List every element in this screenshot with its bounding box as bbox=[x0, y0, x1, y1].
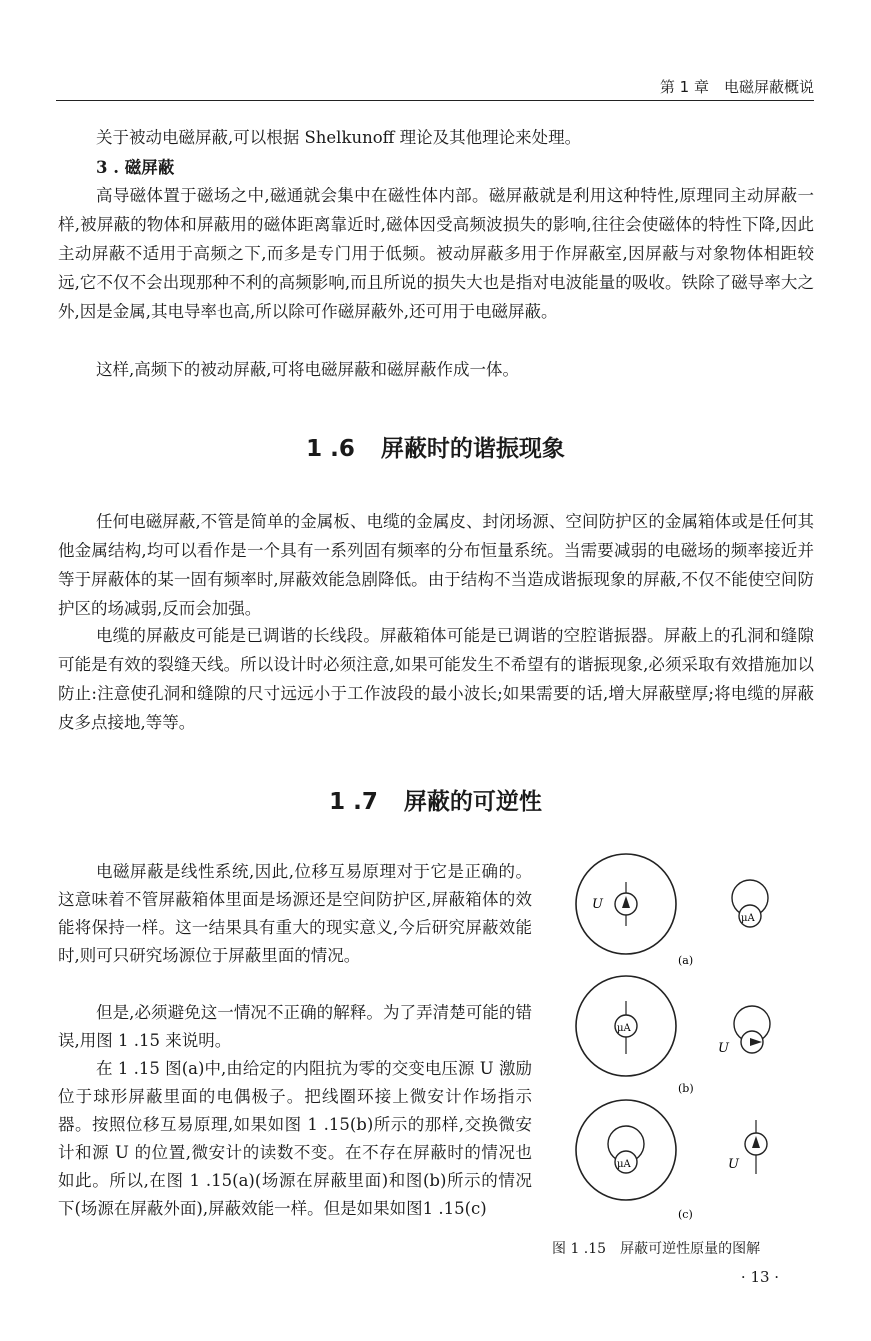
section-title: 屏蔽的可逆性 bbox=[403, 789, 542, 815]
intro-paragraph-3: 这样,高频下的被动屏蔽,可将电磁屏蔽和磁屏蔽作成一体。 bbox=[96, 360, 519, 379]
section-1-7-paragraph-3: 在 1 .15 图(a)中,由给定的内阻抗为零的交变电压源 U 激励位于球形屏蔽里面的电偶极子。把线圈环接上微安计作场指示器。按照位移互易原理,如果如图 1 .15(b)所示的那样,交换微安计和源 U 的位置,微安计的读数不变。在不存在屏蔽时的情况也如此。所以,在图 1 .15(a)(场源在屏蔽里面)和图(b)所示的情况下(场源在屏蔽外面),屏蔽效能一样。但是如果如图1 .15(c) bbox=[58, 1059, 532, 1218]
section-1-6-heading bbox=[0, 430, 871, 463]
section-title: 屏蔽时的谐振现象 bbox=[380, 436, 565, 462]
panel-b bbox=[576, 976, 770, 1095]
section-number: 1 .7 bbox=[329, 789, 378, 815]
panel-a bbox=[576, 854, 768, 967]
panel-label-b: (b) bbox=[678, 1082, 694, 1095]
meter-label: μA bbox=[617, 1023, 631, 1034]
panel-label-a: (a) bbox=[678, 954, 694, 967]
section-1-7-heading bbox=[0, 783, 871, 816]
section-number: 1 .6 bbox=[306, 436, 355, 462]
intro-paragraph-1: 关于被动电磁屏蔽,可以根据 Shelkunoff 理论及其他理论来处理。 bbox=[96, 128, 582, 147]
section-1-7-paragraph-1: 电磁屏蔽是线性系统,因此,位移互易原理对于它是正确的。这意味着不管屏蔽箱体里面是场源还是空间防护区,屏蔽箱体的效能将保持一样。这一结果具有重大的现实意义,今后研究屏蔽效能时,则可只研究场源位于屏蔽里面的情况。 bbox=[58, 862, 532, 965]
meter-label: μA bbox=[741, 913, 755, 924]
section-1-6-paragraph-2: 电缆的屏蔽皮可能是已调谐的长线段。屏蔽箱体可能是已调谐的空腔谐振器。屏蔽上的孔洞和缝隙可能是有效的裂缝天线。所以设计时必须注意,如果可能发生不希望有的谐振现象,必须采取有效措施加以防止:注意使孔洞和缝隙的尺寸远远小于工作波段的最小波长;如果需要的话,增大屏蔽壁厚;将电缆的屏蔽皮多点接地,等等。 bbox=[58, 626, 814, 732]
page-number: · 13 · bbox=[740, 1268, 780, 1286]
section-1-7-paragraph-2: 但是,必须避免这一情况不正确的解释。为了弄清楚可能的错误,用图 1 .15 来说明。 bbox=[58, 1003, 532, 1050]
spherical-shield bbox=[576, 1100, 676, 1200]
panel-c bbox=[576, 1100, 767, 1221]
source-label: U bbox=[718, 1041, 729, 1056]
intro-paragraph-2: 高导磁体置于磁场之中,磁通就会集中在磁性体内部。磁屏蔽就是利用这种特性,原理同主动屏蔽一样,被屏蔽的物体和屏蔽用的磁体距离靠近时,磁体因受高频波损失的影响,往往会使磁体的特性下降,因此主动屏蔽不适用于高频之下,而多是专门用于低频。被动屏蔽多用于作屏蔽室,因屏蔽与对象物体相距较远,它不仅不会出现那种不利的高频影响,而且所说的损失大也是指对电波能量的吸收。铁除了磁导率大之外,因是金属,其电导率也高,所以除可作磁屏蔽外,还可用于电磁屏蔽。 bbox=[58, 186, 814, 321]
figure-1-15-diagram bbox=[560, 846, 820, 1266]
subheading-magnetic-shielding: 3 . 磁屏蔽 bbox=[96, 158, 175, 177]
meter-label: μA bbox=[617, 1159, 631, 1170]
section-1-6-paragraph-1: 任何电磁屏蔽,不管是简单的金属板、电缆的金属皮、封闭场源、空间防护区的金属箱体或是任何其他金属结构,均可以看作是一个具有一系列固有频率的分布恒量系统。当需要减弱的电磁场的频率接近并等于屏蔽体的某一固有频率时,屏蔽效能急剧降低。由于结构不当造成谐振现象的屏蔽,不仅不能使空间防护区的场减弱,反而会加强。 bbox=[58, 512, 814, 618]
source-label: U bbox=[728, 1157, 739, 1172]
running-header: 第 1 章 电磁屏蔽概说 bbox=[659, 78, 814, 96]
panel-label-c: (c) bbox=[678, 1208, 693, 1221]
figure-caption bbox=[552, 1238, 814, 1258]
source-label: U bbox=[592, 897, 603, 912]
header-rule bbox=[56, 100, 814, 101]
figure-caption-text: 屏蔽可逆性原量的图解 bbox=[620, 1241, 761, 1257]
figure-number: 图 1 .15 bbox=[552, 1241, 607, 1257]
